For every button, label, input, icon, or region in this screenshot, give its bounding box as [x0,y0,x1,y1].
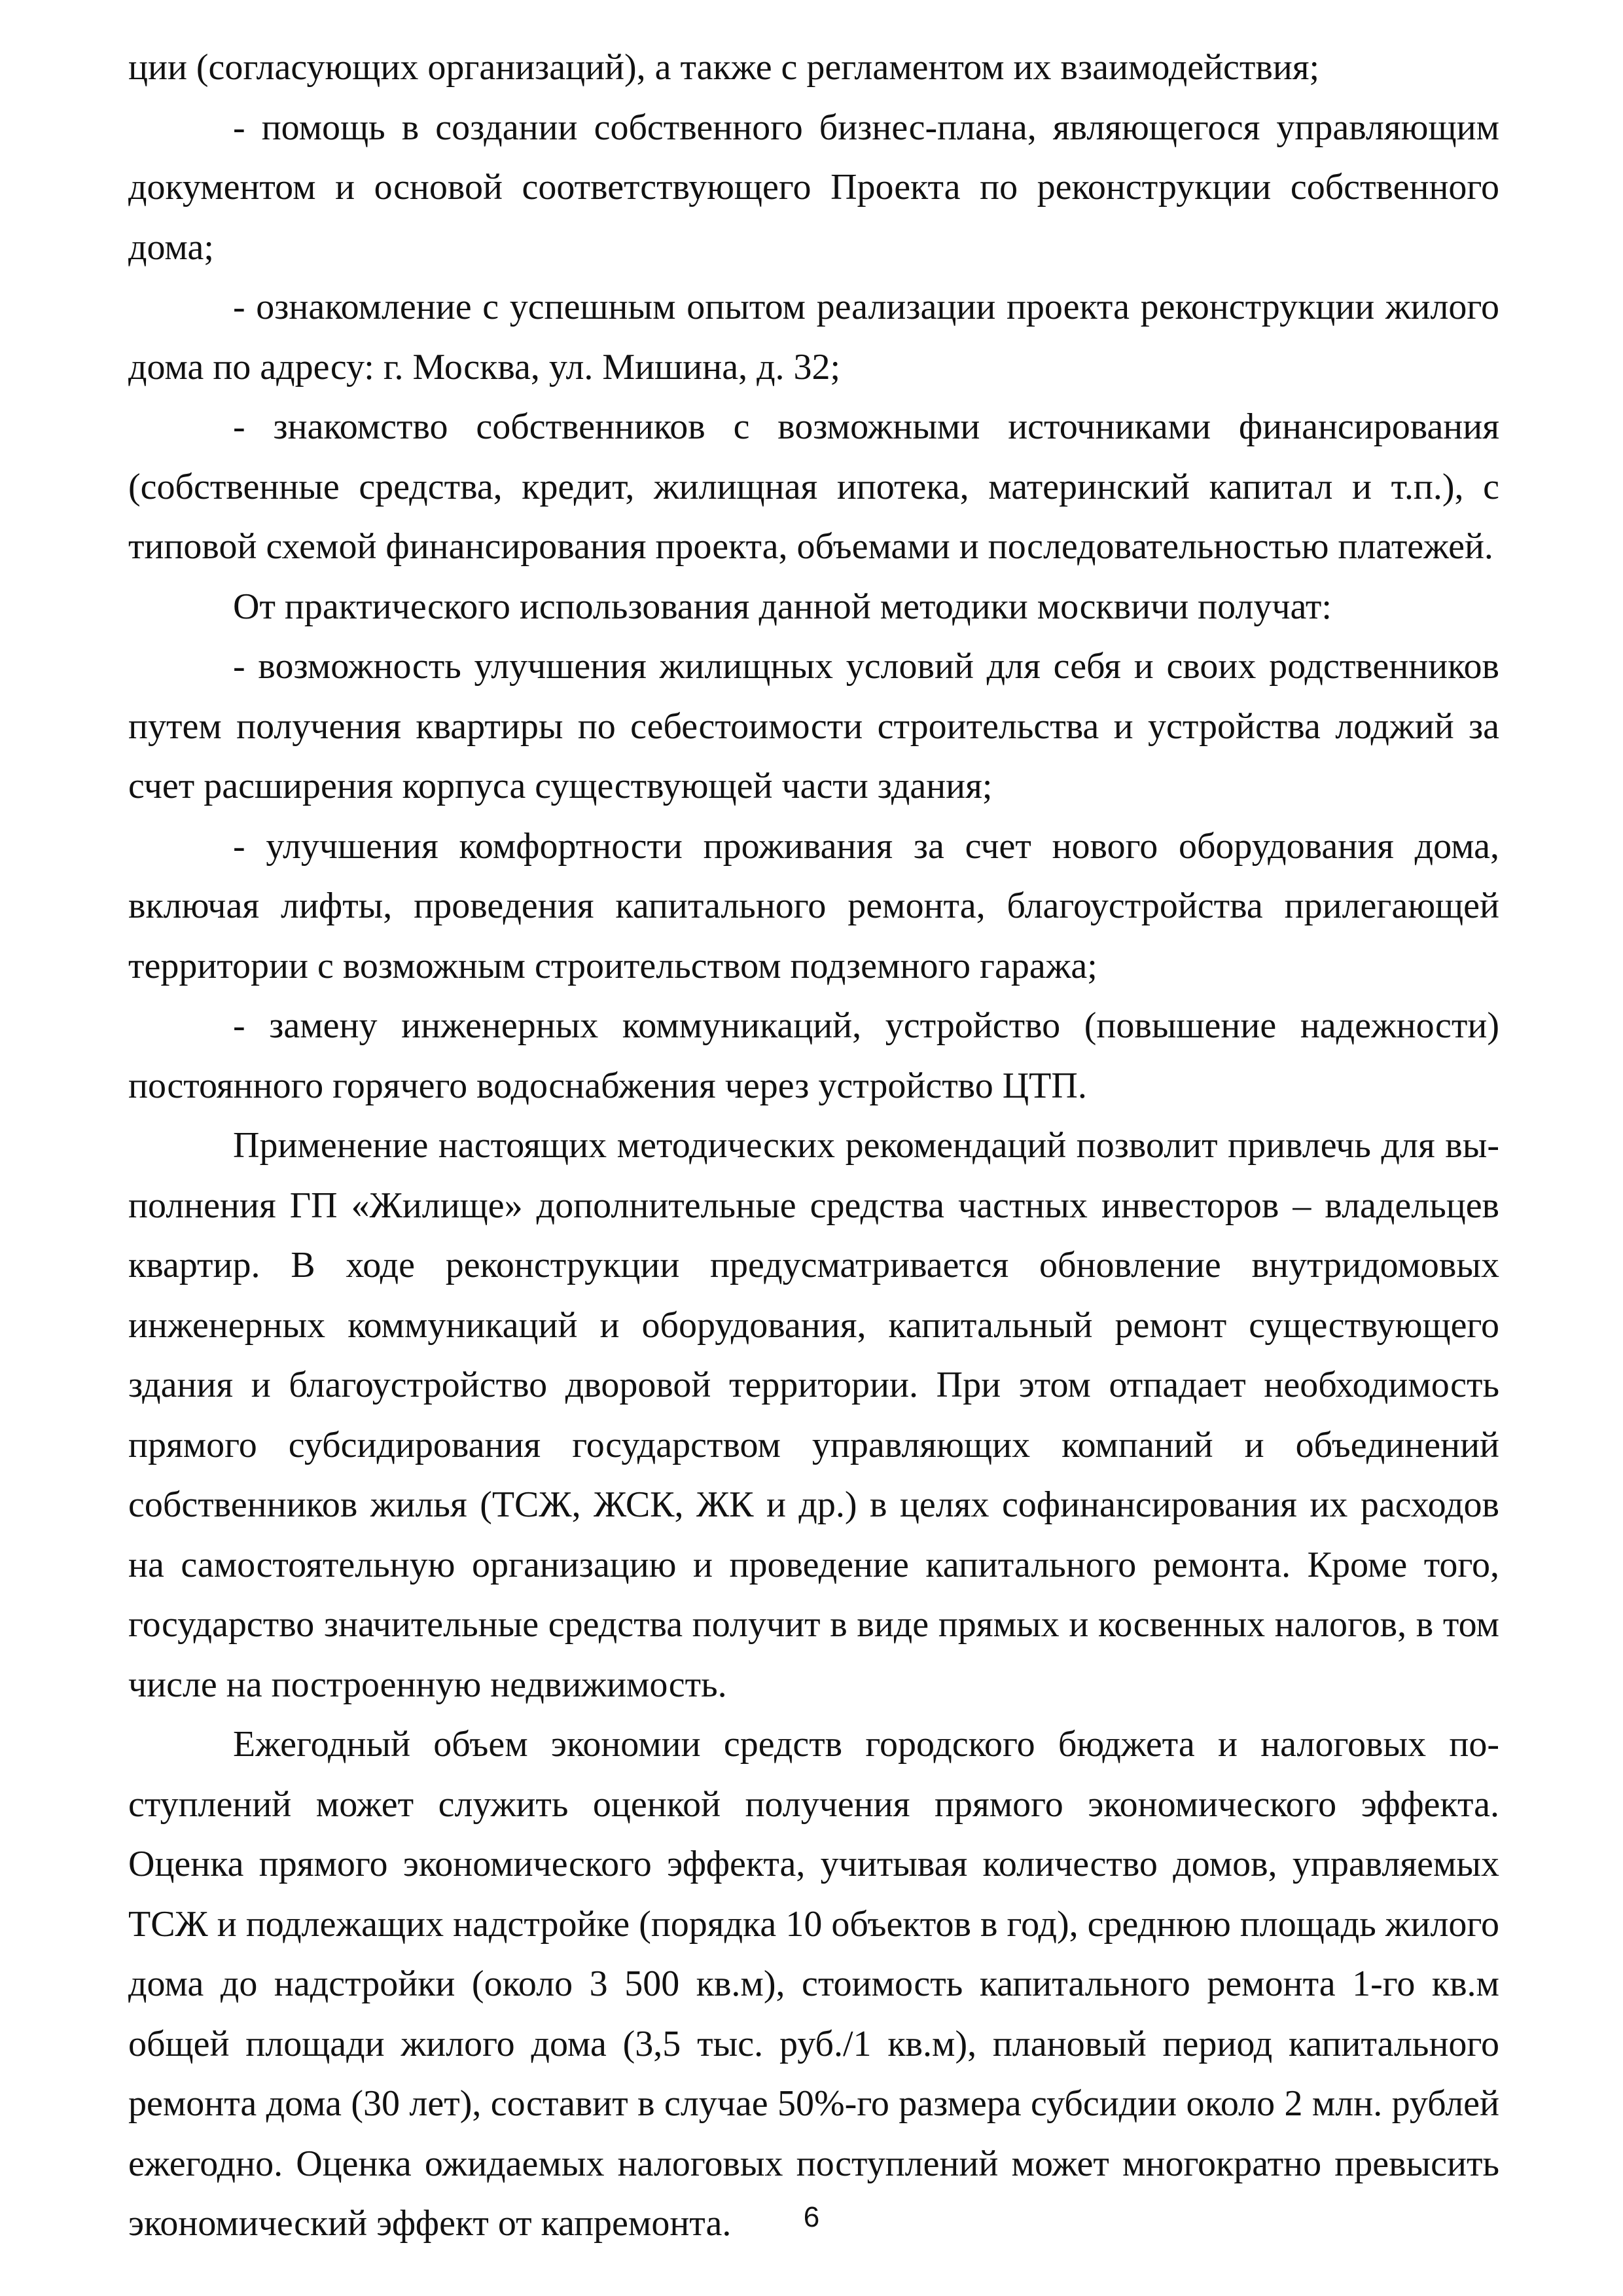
paragraph-housing-improvement: - возможность улучшения жилищных условий для себя и своих родственников путем получения квартиры по себестоимости строительства и устройства лоджий за счет расширения корпуса существующей части здания; [128,646,1499,806]
paragraph-business-plan-help: - помощь в создании собственного бизнес-плана, являющегося управляющим документом и основой соответствующего Проекта по реконструкции собственного дома; [128,107,1499,268]
paragraph-benefits-intro: От практического использования данной методики москвичи получат: [233,586,1332,627]
paragraph-continuation: ции (согласующих организаций), а также с регламентом их взаимодействия; [128,47,1320,88]
paragraph-financing-sources: - знакомство собственников с возможными источниками финансирования (собственные средства, кредит, жилищная ипотека, материнский капитал и т.п.), с типовой схемой финансирования проекта, объемами и последовательностью платежей. [128,406,1499,567]
document-body [128,38,1499,2254]
paragraph-successful-experience: - ознакомление с успешным опытом реализации проекта реконструкции жилого дома по адресу: г. Москва, ул. Мишина, д. 32; [128,287,1499,387]
paragraph-utilities-replacement: - замену инженерных коммуникаций, устройство (повышение надежности) постоянного горячего водоснабжения через устройство ЦТП. [128,1005,1499,1106]
paragraph-application-effects: Применение настоящих методических рекомендаций позволит привлечь для выполнения ГП «Жилище» дополнительные средства частных инвесторов – владельцев квартир. В ходе реконструкции предусматривается обновление внутридомовых инженерных коммуникаций и оборудования, капитальный ремонт существующего здания и благоустройство дворовой территории. При этом отпадает необходимость прямого субсидирования государством управляющих компаний и объединений собственников жилья (ТСЖ, ЖСК, ЖК и др.) в целях софинансирования их расходов на самостоятельную организацию и проведение капитального ремонта. Кроме того, государство значительные средства получит в виде прямых и косвенных налогов, в том числе на построенную недвижимость. [128,1125,1499,1705]
paragraph-economic-estimate: Ежегодный объем экономии средств городского бюджета и налоговых поступлений может служить оценкой получения прямого экономического эффекта. Оценка прямого экономического эффекта, учитывая количество домов, управляемых ТСЖ и подлежащих надстройке (порядка 10 объектов в год), среднюю площадь жилого дома до надстройки (около 3 500 кв.м), стоимость капитального ремонта 1-го кв.м общей площади жилого дома (3,5 тыс. руб./1 кв.м), плановый период капитального ремонта дома (30 лет), составит в случае 50%-го размера субсидии около 2 млн. рублей ежегодно. Оценка ожидаемых налоговых поступлений может многократно превысить экономический эффект от капремонта. [128,1724,1499,2244]
page-number: 6 [803,2201,820,2233]
paragraph-comfort-improvement: - улучшения комфортности проживания за счет нового оборудования дома, включая лифты, проведения капитального ремонта, благоустройства прилегающей территории с возможным строительством подземного гаража; [128,825,1499,986]
